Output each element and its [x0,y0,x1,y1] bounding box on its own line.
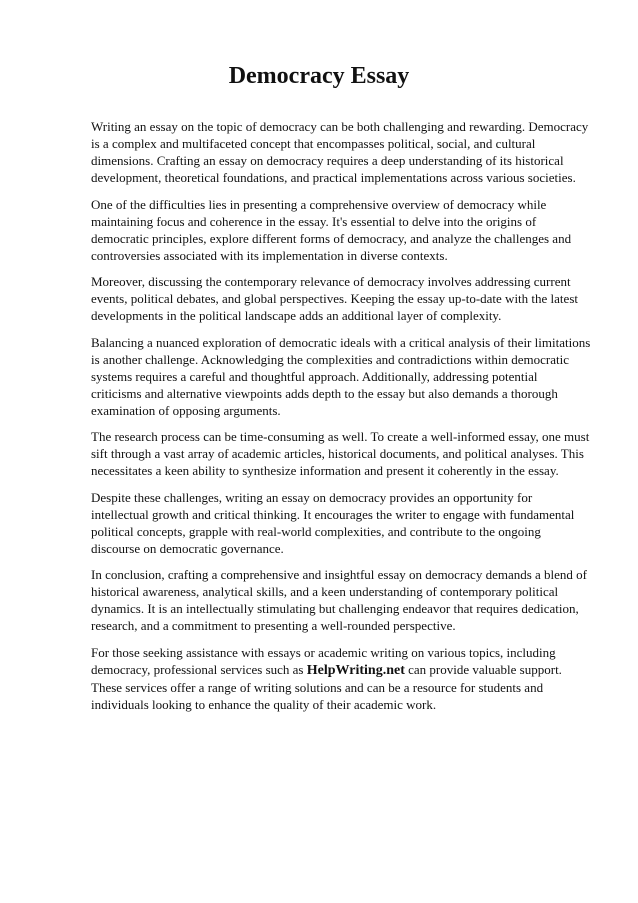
brand-name: HelpWriting.net [306,662,405,678]
document-title: Democracy Essay [228,63,410,89]
paragraph-2: One of the difficulties lies in presenting a comprehensive overview of democracy while maintaining focus and coherence in the essay. It's essential to delve into the origins of democratic principles, explore different forms of democracy, and analyze the challenges and controversies associated with its implementation in diverse contexts. [91,196,572,263]
paragraph-3: Moreover, discussing the contemporary relevance of democracy involves addressing current events, political debates, and global perspectives. Keeping the essay up-to-date with the latest developments in the political landscape adds an additional layer of complexity. [91,274,578,323]
paragraph-5: The research process can be time-consuming as well. To create a well-informed essay, one must sift through a vast array of academic articles, historical documents, and political analyses. This necessitates a keen ability to synthesize information and present it coherently in the essay. [91,429,590,478]
paragraph-1: Writing an essay on the topic of democracy can be both challenging and rewarding. Democracy is a complex and multifaceted concept that encompasses political, social, and cultural dimensions. Crafting an essay on democracy requires a deep understanding of its historical development, theoretical foundations, and practical implementations across various societies. [91,119,589,185]
paragraph-7: In conclusion, crafting a comprehensive and insightful essay on democracy demands a blend of historical awareness, analytical skills, and a keen understanding of contemporary political dynamics. It is an intellectually stimulating but challenging endeavor that requires dedication, research, and a commitment to presenting a well-rounded perspective. [91,567,588,633]
paragraph-8 [91,644,591,713]
paragraph-4: Balancing a nuanced exploration of democratic ideals with a critical analysis of their limitations is another challenge. Acknowledging the complexities and contradictions within democratic systems requires a careful and thoughtful approach. Additionally, addressing potential criticisms and alternative viewpoints adds depth to the essay but also demands a thorough examination of opposing arguments. [91,334,591,418]
paragraph-6: Despite these challenges, writing an essay on democracy provides an opportunity for intellectual growth and critical thinking. It encourages the writer to engage with fundamental political concepts, grapple with real-world complexities, and contribute to the ongoing discourse on democratic governance. [91,489,575,556]
document-body [91,118,591,722]
paragraph-8-text-before: For those seeking assistance with essays or academic writing on various topics, including democracy, professional services such as [91,644,556,677]
paragraph-8-text-after: can provide valuable support. These services offer a range of writing solutions and can be a resource for students and individuals looking to enhance the quality of their academic work. [91,661,562,712]
